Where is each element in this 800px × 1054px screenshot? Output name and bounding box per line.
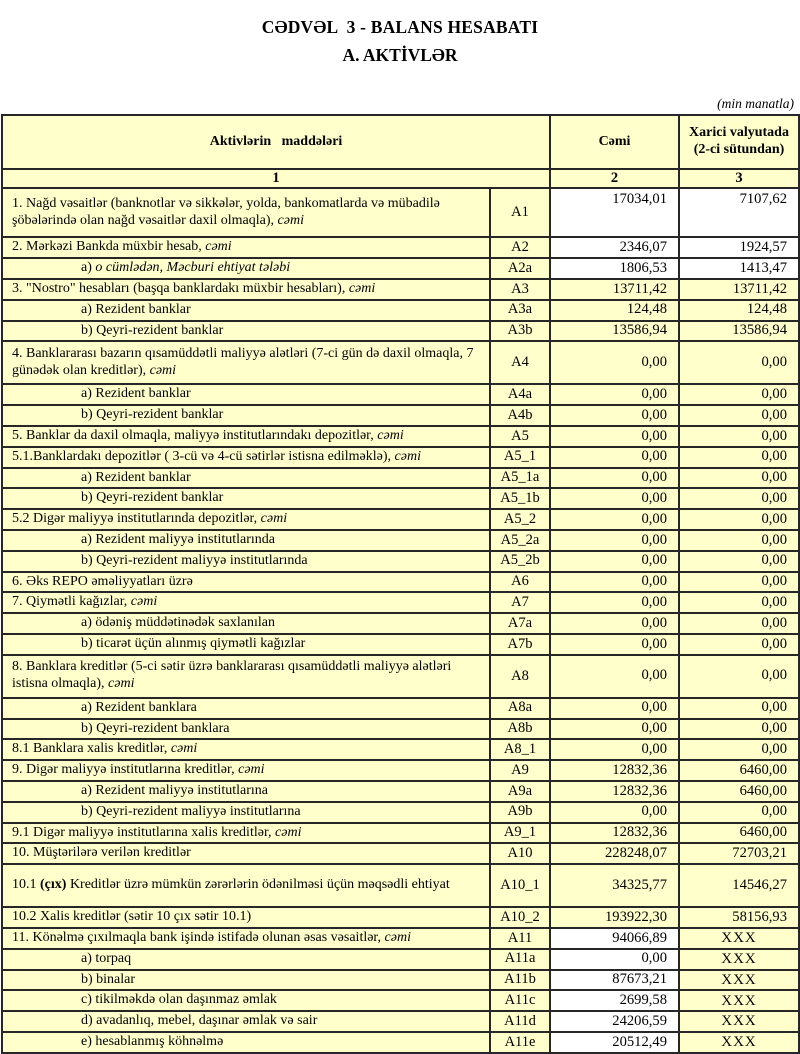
- row-code-cell: A5_1a: [490, 468, 550, 489]
- table-row: [2, 592, 799, 613]
- row-code-cell: A8: [490, 655, 550, 698]
- row-code-cell: A4a: [490, 384, 550, 405]
- row-foreign-currency-cell: 0,00: [679, 739, 799, 760]
- row-code-cell: A11d: [490, 1011, 550, 1032]
- row-code-cell: A8b: [490, 719, 550, 740]
- table-row: [2, 384, 799, 405]
- row-label-cell: 9.1 Digər maliyyə institutlarına xalis kreditlər, cəmi: [2, 823, 490, 844]
- row-code-cell: A11c: [490, 990, 550, 1011]
- table-row: [2, 990, 799, 1011]
- table-row: [2, 237, 799, 258]
- table-row: [2, 1032, 799, 1053]
- row-code-cell: A3a: [490, 300, 550, 321]
- row-total-cell: 0,00: [550, 634, 679, 655]
- header-row: [2, 115, 799, 169]
- row-label-cell: 7. Qiymətli kağızlar, cəmi: [2, 592, 490, 613]
- table-row: [2, 279, 799, 300]
- row-total-cell: 12832,36: [550, 781, 679, 802]
- row-total-cell: 12832,36: [550, 760, 679, 781]
- row-foreign-currency-cell: 1413,47: [679, 258, 799, 279]
- row-total-cell: 0,00: [550, 572, 679, 593]
- row-total-cell: 0,00: [550, 509, 679, 530]
- row-total-cell: 2346,07: [550, 237, 679, 258]
- row-foreign-currency-cell: 0,00: [679, 634, 799, 655]
- row-label-cell: 8. Banklara kreditlər (5-ci sətir üzrə banklararası qısamüddətli maliyyə alətləri istisna olmaqla), cəmi: [2, 655, 490, 698]
- table-row: [2, 719, 799, 740]
- table-row: [2, 781, 799, 802]
- row-foreign-currency-cell: 0,00: [679, 572, 799, 593]
- row-code-cell: A10: [490, 843, 550, 864]
- table-row: [2, 907, 799, 928]
- table-row: [2, 551, 799, 572]
- row-total-cell: 193922,30: [550, 907, 679, 928]
- row-foreign-currency-cell: 0,00: [679, 592, 799, 613]
- table-row: [2, 572, 799, 593]
- table-row: [2, 864, 799, 907]
- row-code-cell: A4b: [490, 405, 550, 426]
- row-label-cell: a) Rezident maliyyə institutlarında: [2, 530, 490, 551]
- row-foreign-currency-cell: XXX: [679, 970, 799, 991]
- row-code-cell: A11e: [490, 1032, 550, 1053]
- row-code-cell: A3: [490, 279, 550, 300]
- column-number-2: 2: [550, 169, 679, 188]
- page: [0, 17, 800, 1054]
- row-total-cell: 2699,58: [550, 990, 679, 1011]
- row-code-cell: A2: [490, 237, 550, 258]
- row-label-cell: 1. Nağd vəsaitlər (banknotlar və sikkələr, yolda, bankomatlarda və mübadilə şöbələrində olan nağd vəsaitlər daxil olmaqla), cəmi: [2, 188, 490, 237]
- row-total-cell: 12832,36: [550, 823, 679, 844]
- row-label-cell: b) Qeyri-rezident maliyyə institutlarına: [2, 802, 490, 823]
- table-row: [2, 426, 799, 447]
- row-code-cell: A3b: [490, 321, 550, 342]
- row-label-cell: a) Rezident banklara: [2, 698, 490, 719]
- row-total-cell: 0,00: [550, 384, 679, 405]
- row-total-cell: 0,00: [550, 405, 679, 426]
- row-foreign-currency-cell: 6460,00: [679, 781, 799, 802]
- row-code-cell: A5: [490, 426, 550, 447]
- row-total-cell: 87673,21: [550, 970, 679, 991]
- row-foreign-currency-cell: 14546,27: [679, 864, 799, 907]
- row-foreign-currency-cell: 0,00: [679, 530, 799, 551]
- row-label-cell: b) Qeyri-rezident banklara: [2, 719, 490, 740]
- table-row: [2, 970, 799, 991]
- row-foreign-currency-cell: 0,00: [679, 698, 799, 719]
- row-label-cell: 5.1.Banklardakı depozitlər ( 3-cü və 4-cü sətirlər istisna edilməklə), cəmi: [2, 447, 490, 468]
- row-code-cell: A10_1: [490, 864, 550, 907]
- table-row: [2, 447, 799, 468]
- row-total-cell: 0,00: [550, 949, 679, 970]
- row-total-cell: 0,00: [550, 468, 679, 489]
- row-total-cell: 0,00: [550, 341, 679, 384]
- row-foreign-currency-cell: 0,00: [679, 426, 799, 447]
- row-label-cell: 11. Könəlmə çıxılmaqla bank işində istifadə olunan əsas vəsaitlər, cəmi: [2, 928, 490, 949]
- table-row: [2, 188, 799, 237]
- row-total-cell: 0,00: [550, 655, 679, 698]
- table-row: [2, 258, 799, 279]
- row-foreign-currency-cell: 58156,93: [679, 907, 799, 928]
- row-code-cell: A8a: [490, 698, 550, 719]
- table-row: [2, 341, 799, 384]
- row-foreign-currency-cell: 0,00: [679, 551, 799, 572]
- row-code-cell: A9b: [490, 802, 550, 823]
- row-label-cell: d) avadanlıq, mebel, daşınar əmlak və sair: [2, 1011, 490, 1032]
- row-label-cell: b) Qeyri-rezident banklar: [2, 488, 490, 509]
- row-foreign-currency-cell: 13711,42: [679, 279, 799, 300]
- row-label-cell: 8.1 Banklara xalis kreditlər, cəmi: [2, 739, 490, 760]
- page-subtitle: A. AKTİVLƏR: [342, 45, 458, 65]
- row-total-cell: 0,00: [550, 592, 679, 613]
- row-foreign-currency-cell: XXX: [679, 990, 799, 1011]
- table-row: [2, 949, 799, 970]
- row-label-cell: a) Rezident banklar: [2, 468, 490, 489]
- row-code-cell: A6: [490, 572, 550, 593]
- table-row: [2, 928, 799, 949]
- row-label-cell: c) tikilməkdə olan daşınmaz əmlak: [2, 990, 490, 1011]
- table-row: [2, 739, 799, 760]
- row-total-cell: 34325,77: [550, 864, 679, 907]
- row-label-cell: e) hesablanmış köhnəlmə: [2, 1032, 490, 1053]
- row-code-cell: A11: [490, 928, 550, 949]
- column-number-1: 1: [2, 169, 550, 188]
- row-label-cell: 6. Əks REPO əməliyyatları üzrə: [2, 572, 490, 593]
- row-label-cell: 5. Banklar da daxil olmaqla, maliyyə institutlarındakı depozitlər, cəmi: [2, 426, 490, 447]
- row-code-cell: A5_2: [490, 509, 550, 530]
- row-label-cell: a) Rezident banklar: [2, 384, 490, 405]
- row-foreign-currency-cell: 0,00: [679, 488, 799, 509]
- row-code-cell: A11b: [490, 970, 550, 991]
- row-code-cell: A8_1: [490, 739, 550, 760]
- row-label-cell: b) binalar: [2, 970, 490, 991]
- row-total-cell: 124,48: [550, 300, 679, 321]
- row-total-cell: 13586,94: [550, 321, 679, 342]
- row-foreign-currency-cell: 0,00: [679, 509, 799, 530]
- row-code-cell: A5_2b: [490, 551, 550, 572]
- row-label-cell: a) o cümlədən, Məcburi ehtiyat tələbi: [2, 258, 490, 279]
- row-label-cell: b) Qeyri-rezident banklar: [2, 321, 490, 342]
- row-total-cell: 0,00: [550, 426, 679, 447]
- row-label-cell: 4. Banklararası bazarın qısamüddətli maliyyə alətləri (7-ci gün də daxil olmaqla, 7 günədək olan kreditlər), cəmi: [2, 341, 490, 384]
- row-label-cell: b) Qeyri-rezident banklar: [2, 405, 490, 426]
- row-label-cell: 9. Digər maliyyə institutlarına kreditlər, cəmi: [2, 760, 490, 781]
- row-foreign-currency-cell: 13586,94: [679, 321, 799, 342]
- row-foreign-currency-cell: 72703,21: [679, 843, 799, 864]
- row-total-cell: 0,00: [550, 802, 679, 823]
- row-code-cell: A4: [490, 341, 550, 384]
- row-label-cell: b) Qeyri-rezident maliyyə institutlarında: [2, 551, 490, 572]
- row-foreign-currency-cell: XXX: [679, 1011, 799, 1032]
- row-total-cell: 13711,42: [550, 279, 679, 300]
- row-foreign-currency-cell: 0,00: [679, 719, 799, 740]
- table-body: [2, 188, 799, 1052]
- table-row: [2, 760, 799, 781]
- row-foreign-currency-cell: 0,00: [679, 384, 799, 405]
- row-foreign-currency-cell: XXX: [679, 1032, 799, 1053]
- table-row: [2, 405, 799, 426]
- row-total-cell: 0,00: [550, 488, 679, 509]
- row-label-cell: 10.1 (çıx) Kreditlər üzrə mümkün zərərlərin ödənilməsi üçün məqsədli ehtiyat: [2, 864, 490, 907]
- row-label-cell: 10.2 Xalis kreditlər (sətir 10 çıx sətir 10.1): [2, 907, 490, 928]
- row-total-cell: 0,00: [550, 613, 679, 634]
- row-label-cell: a) ödəniş müddətinədək saxlanılan: [2, 613, 490, 634]
- row-label-cell: 3. "Nostro" hesabları (başqa banklardakı müxbir hesabları), cəmi: [2, 279, 490, 300]
- row-foreign-currency-cell: 1924,57: [679, 237, 799, 258]
- row-total-cell: 94066,89: [550, 928, 679, 949]
- header-items-column: Aktivlərin maddələri: [2, 115, 550, 169]
- row-code-cell: A9: [490, 760, 550, 781]
- table-row: [2, 634, 799, 655]
- row-total-cell: 0,00: [550, 698, 679, 719]
- row-foreign-currency-cell: 0,00: [679, 655, 799, 698]
- row-foreign-currency-cell: XXX: [679, 928, 799, 949]
- unit-note: (min manatla): [717, 96, 794, 111]
- row-total-cell: 0,00: [550, 739, 679, 760]
- row-foreign-currency-cell: 0,00: [679, 613, 799, 634]
- row-total-cell: 228248,07: [550, 843, 679, 864]
- table-row: [2, 530, 799, 551]
- row-foreign-currency-cell: 0,00: [679, 802, 799, 823]
- column-number-3: 3: [679, 169, 799, 188]
- row-code-cell: A11a: [490, 949, 550, 970]
- row-foreign-currency-cell: XXX: [679, 949, 799, 970]
- header-foreign-currency-column: Xarici valyutada (2-ci sütundan): [679, 115, 799, 169]
- row-code-cell: A1: [490, 188, 550, 237]
- table-row: [2, 802, 799, 823]
- row-label-cell: 5.2 Digər maliyyə institutlarında depozitlər, cəmi: [2, 509, 490, 530]
- row-total-cell: 0,00: [550, 719, 679, 740]
- row-total-cell: 0,00: [550, 551, 679, 572]
- row-code-cell: A9a: [490, 781, 550, 802]
- row-code-cell: A5_2a: [490, 530, 550, 551]
- row-label-cell: a) Rezident banklar: [2, 300, 490, 321]
- row-total-cell: 17034,01: [550, 188, 679, 237]
- row-label-cell: a) torpaq: [2, 949, 490, 970]
- row-code-cell: A9_1: [490, 823, 550, 844]
- table-row: [2, 468, 799, 489]
- row-label-cell: 2. Mərkəzi Bankda müxbir hesab, cəmi: [2, 237, 490, 258]
- page-title: CƏDVƏL 3 - BALANS HESABATI: [261, 17, 539, 37]
- table-row: [2, 488, 799, 509]
- row-code-cell: A2a: [490, 258, 550, 279]
- row-foreign-currency-cell: 6460,00: [679, 823, 799, 844]
- table-row: [2, 823, 799, 844]
- table-row: [2, 509, 799, 530]
- row-total-cell: 1806,53: [550, 258, 679, 279]
- row-code-cell: A7a: [490, 613, 550, 634]
- row-total-cell: 20512,49: [550, 1032, 679, 1053]
- table-row: [2, 698, 799, 719]
- column-number-row: [2, 169, 799, 188]
- row-code-cell: A7: [490, 592, 550, 613]
- row-foreign-currency-cell: 0,00: [679, 405, 799, 426]
- row-foreign-currency-cell: 0,00: [679, 341, 799, 384]
- row-code-cell: A5_1: [490, 447, 550, 468]
- row-total-cell: 0,00: [550, 530, 679, 551]
- row-total-cell: 0,00: [550, 447, 679, 468]
- table-row: [2, 1011, 799, 1032]
- header-total-column: Cəmi: [550, 115, 679, 169]
- row-foreign-currency-cell: 6460,00: [679, 760, 799, 781]
- table-row: [2, 655, 799, 698]
- row-foreign-currency-cell: 0,00: [679, 468, 799, 489]
- table-row: [2, 843, 799, 864]
- row-foreign-currency-cell: 7107,62: [679, 188, 799, 237]
- table-row: [2, 321, 799, 342]
- row-label-cell: 10. Müştərilərə verilən kreditlər: [2, 843, 490, 864]
- row-label-cell: a) Rezident maliyyə institutlarına: [2, 781, 490, 802]
- row-code-cell: A5_1b: [490, 488, 550, 509]
- row-code-cell: A10_2: [490, 907, 550, 928]
- balance-table: [1, 114, 800, 1054]
- row-code-cell: A7b: [490, 634, 550, 655]
- row-foreign-currency-cell: 0,00: [679, 447, 799, 468]
- table-row: [2, 613, 799, 634]
- row-foreign-currency-cell: 124,48: [679, 300, 799, 321]
- row-total-cell: 24206,59: [550, 1011, 679, 1032]
- table-row: [2, 300, 799, 321]
- row-label-cell: b) ticarət üçün alınmış qiymətli kağızlar: [2, 634, 490, 655]
